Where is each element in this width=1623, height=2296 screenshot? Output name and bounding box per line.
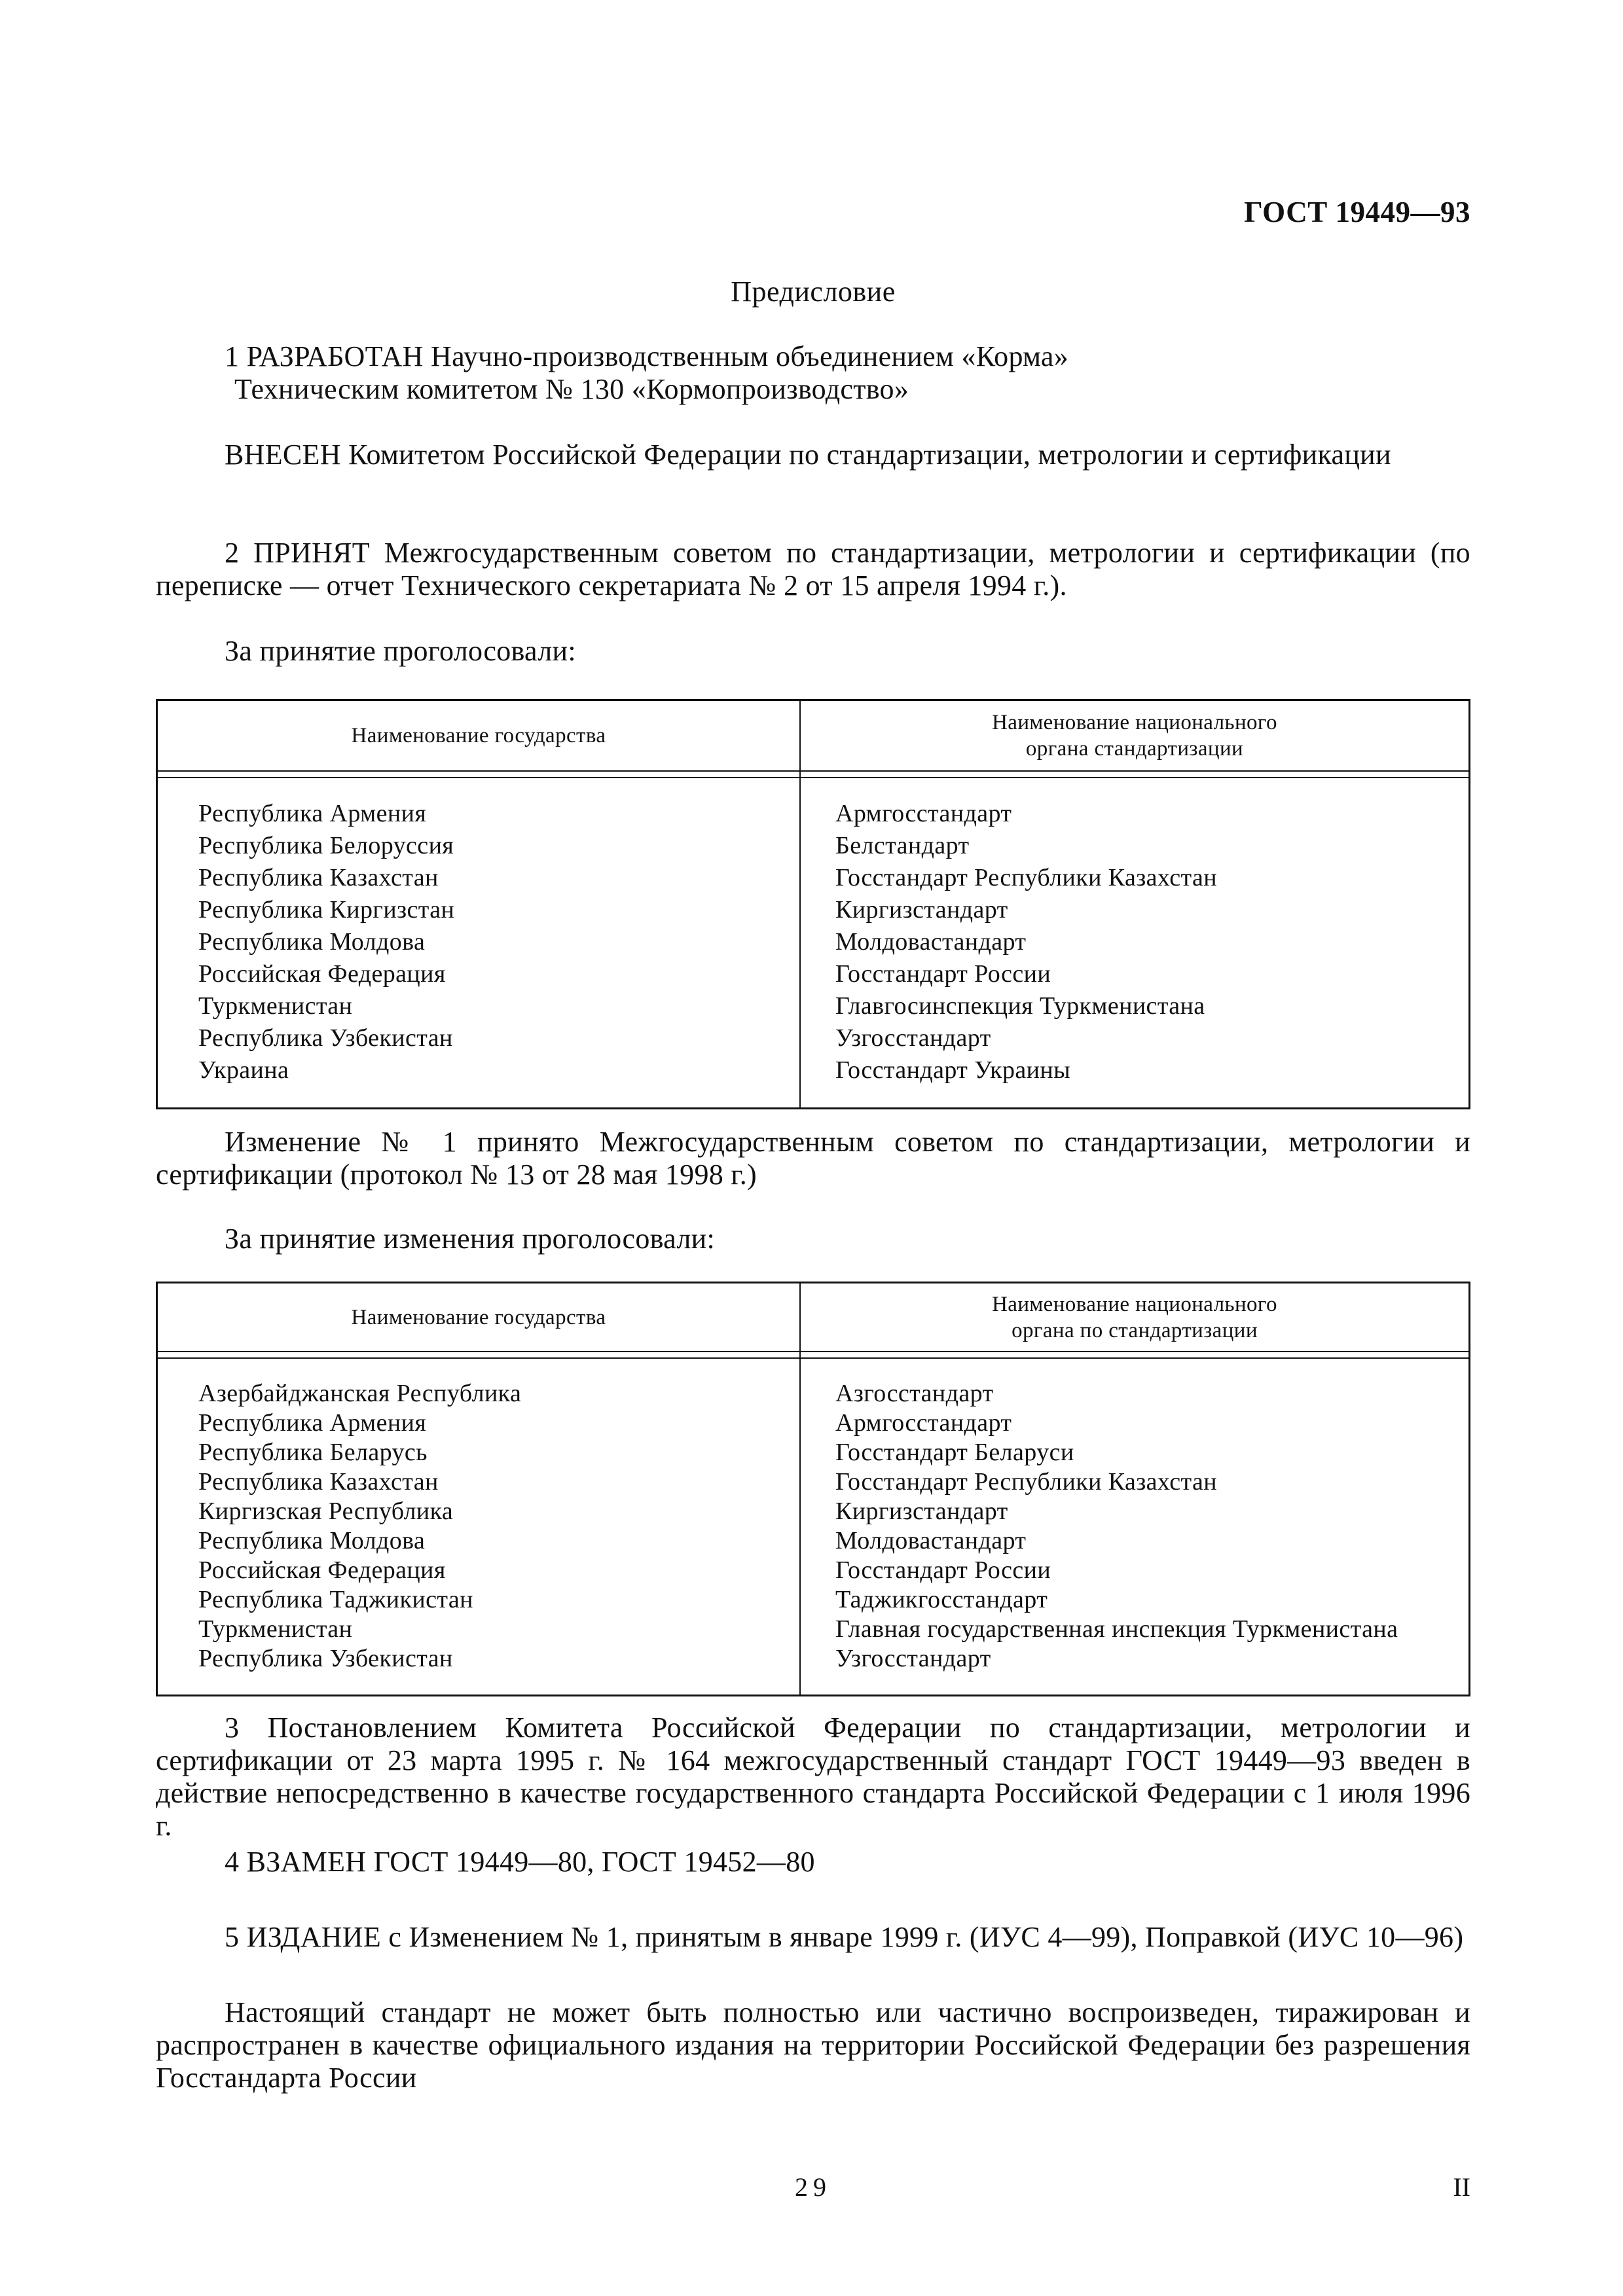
table-cell: Госстандарт России [835, 960, 1051, 988]
standard-code: ГОСТ 19449—93 [1244, 196, 1470, 228]
amendment-paragraph: Изменение № 1 принято Межгосударственным советом по стандартизации, метрологии и сертификации (протокол № 13 от 28 мая 1998 г.) [156, 1126, 1470, 1191]
page-title: Предисловие [731, 276, 896, 308]
table-cell: Узгосстандарт [835, 1645, 991, 1672]
page-roman-numeral: II [1453, 2172, 1470, 2202]
table-cell: Азербайджанская Республика [198, 1380, 522, 1407]
document-page [156, 0, 1470, 2296]
table-cell: Республика Узбекистан [198, 1645, 453, 1672]
developed-by-line2: Техническим комитетом № 130 «Кормопроизводство» [234, 373, 909, 405]
table-cell: Украина [198, 1056, 289, 1084]
voted-intro-1: За принятие проголосовали: [225, 635, 576, 667]
table-cell: Главная государственная инспекция Туркменистана [835, 1615, 1398, 1643]
voting-table-1 [156, 699, 1470, 1109]
table-cell: Киргизская Республика [198, 1498, 454, 1525]
table-cell: Госстандарт Украины [835, 1056, 1071, 1084]
table-cell: Республика Белоруссия [198, 832, 454, 859]
voted-intro-2: За принятие изменения проголосовали: [225, 1223, 715, 1255]
table-1-bodies-column [835, 798, 1217, 1086]
table-cell: Республика Армения [198, 1409, 427, 1437]
table-1-header-state: Наименование государства [351, 724, 606, 747]
table-cell: Республика Беларусь [198, 1439, 428, 1466]
table-2-header-body: Наименование национального органа по стандартизации [992, 1292, 1277, 1342]
table-cell: Киргизстандарт [835, 1498, 1008, 1525]
replaces-paragraph: 4 ВЗАМЕН ГОСТ 19449—80, ГОСТ 19452—80 [225, 1846, 815, 1878]
voting-table-2 [156, 1282, 1470, 1696]
table-cell: Госстандарт Беларуси [835, 1439, 1074, 1466]
table-cell: Республика Казахстан [198, 1468, 439, 1496]
table-cell: Госстандарт России [835, 1556, 1051, 1584]
table-cell: Таджикгосстандарт [835, 1586, 1048, 1613]
table-cell: Армгосстандарт [835, 800, 1012, 827]
table-2-bodies-column [835, 1379, 1398, 1674]
table-cell: Республика Казахстан [198, 864, 439, 891]
table-cell: Республика Молдова [198, 1527, 426, 1554]
table-cell: Туркменистан [198, 1615, 353, 1643]
table-cell: Республика Молдова [198, 928, 426, 956]
table-cell: Республика Узбекистан [198, 1024, 453, 1052]
table-cell: Российская Федерация [198, 960, 446, 988]
table-cell: Республика Таджикистан [198, 1586, 473, 1613]
page-number: 29 [795, 2172, 831, 2202]
table-cell: Азгосстандарт [835, 1380, 994, 1407]
table-cell: Госстандарт Республики Казахстан [835, 864, 1217, 891]
table-cell: Российская Федерация [198, 1556, 446, 1584]
edition-paragraph: 5 ИЗДАНИЕ с Изменением № 1, принятым в январе 1999 г. (ИУС 4—99), Поправкой (ИУС 10—96) [225, 1921, 1464, 1953]
enactment-paragraph: 3 Постановлением Комитета Российской Федерации по стандартизации, метрологии и сертификации от 23 марта 1995 г. № 164 межгосударственный стандарт ГОСТ 19449—93 введен в действие непосредственно в качестве государственного стандарта Российской Федерации с 1 июля 1996 г. [156, 1712, 1470, 1842]
table-cell: Узгосстандарт [835, 1024, 991, 1052]
table-cell: Молдовастандарт [835, 928, 1027, 956]
table-cell: Туркменистан [198, 992, 353, 1020]
table-cell: Белстандарт [835, 832, 970, 859]
copyright-notice: Настоящий стандарт не может быть полностью или частично воспроизведен, тиражирован и распространен в качестве официального издания на территории Российской Федерации без разрешения Госстандарта России [156, 1996, 1470, 2094]
table-cell: Главгосинспекция Туркменистана [835, 992, 1205, 1020]
table-2-states-column [198, 1379, 521, 1674]
table-1-states-column [198, 798, 454, 1086]
table-cell: Молдовастандарт [835, 1527, 1027, 1554]
table-cell: Республика Армения [198, 800, 427, 827]
adopted-paragraph: 2 ПРИНЯТ Межгосударственным советом по стандартизации, метрологии и сертификации (по переписке — отчет Технического секретариата № 2 от 15 апреля 1994 г.). [156, 537, 1470, 601]
table-cell: Госстандарт Республики Казахстан [835, 1468, 1217, 1496]
table-2-header-state: Наименование государства [351, 1305, 606, 1329]
table-1-header-rule [158, 777, 1468, 778]
introduced-paragraph: ВНЕСЕН Комитетом Российской Федерации по стандартизации, метрологии и сертификации [225, 439, 1391, 471]
table-cell: Киргизстандарт [835, 896, 1008, 924]
table-cell: Республика Киргизстан [198, 896, 455, 924]
table-cell: Армгосстандарт [835, 1409, 1012, 1437]
developed-by-line1: 1 РАЗРАБОТАН Научно-производственным объединением «Корма» [225, 340, 1069, 372]
table-1-header-body: Наименование национального органа стандартизации [992, 711, 1277, 761]
table-2-header-rule [158, 1357, 1468, 1359]
